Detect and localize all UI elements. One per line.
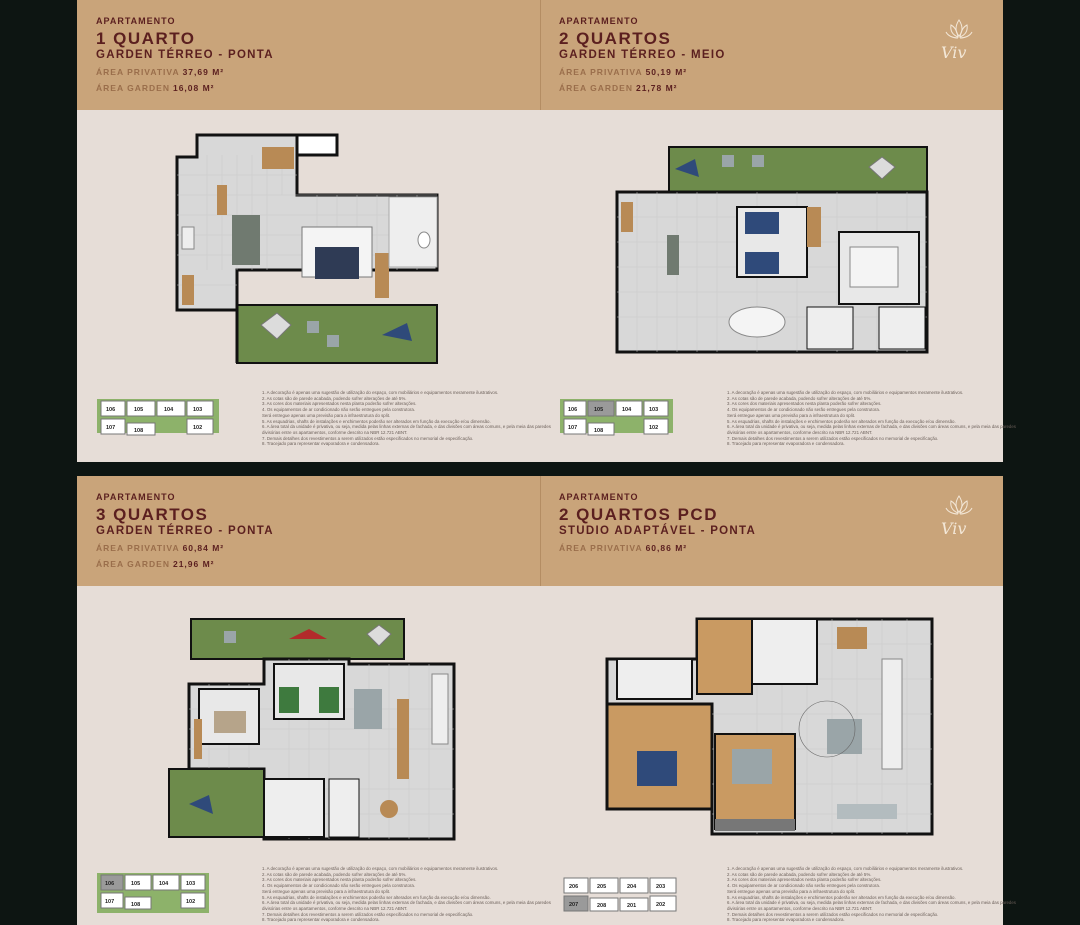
floor-plan-pcd [607, 619, 932, 834]
panel-title: 3 QUARTOS [96, 505, 209, 524]
unit-label: 208 [597, 903, 607, 909]
viv-logo-icon [933, 16, 985, 64]
unit-label: 104 [164, 407, 174, 413]
plan-notes-2: 1. A decoração é apenas uma sugestão de utilização do espaço, com mobiliários e equipamentos meramente ilustrativos. 2. As cotas são de parede acabada, podendo sofrer alterações de até 5%. 3. As cores dos materiais apresentados nesta planta poderão sofrer alterações. 4. Os equipamentos de ar condicionado não serão entregues pela construtora. Será entregue apenas uma previsão para a infraestrutura do split. 5. As esquadrias, shafts de instalações e enchimentos poderão ser alterados em função da execução e/ou dimensão. 6. A área total da unidade é privativa, ou seja, medida pelas linhas externas de fachada, e das divisões com áreas comuns, e pela meia das paredes divisórias entre os apartamentos, conforme descrito na NBR 12.721 ABNT. 7. Demais detalhes dos revestimentos a serem utilizados estão especificados no memorial de especificação. 8. Tracejado para representar evaporadora e condensadora. [727, 390, 1016, 447]
unit-label: 207 [569, 902, 579, 908]
unit-label: 202 [656, 902, 666, 908]
panel-kicker: APARTAMENTO [96, 16, 176, 26]
area-private: ÁREA PRIVATIVA 37,69 M² [96, 67, 225, 77]
floor-plan-2-quartos [617, 147, 927, 352]
panel-header-1 [77, 0, 540, 110]
viv-logo-icon [933, 492, 985, 540]
unit-locator-map-1 [97, 393, 219, 439]
sheet-header [77, 476, 1003, 586]
unit-locator-map-4 [560, 876, 680, 914]
unit-label: 203 [656, 884, 666, 890]
unit-label: 108 [594, 428, 604, 434]
unit-label: 105 [131, 881, 141, 887]
sheet-header [77, 0, 1003, 110]
unit-label: 104 [622, 407, 632, 413]
plan-notes-3: 1. A decoração é apenas uma sugestão de utilização do espaço, com mobiliários e equipamentos meramente ilustrativos. 2. As cotas são de parede acabada, podendo sofrer alterações de até 5%. 3. As cores dos materiais apresentados nesta planta poderão sofrer alterações. 4. Os equipamentos de ar condicionado não serão entregues pela construtora. Será entregue apenas uma previsão para a infraestrutura do split. 5. As esquadrias, shafts de instalações e enchimentos poderão ser alterados em função da execução e/ou dimensão. 6. A área total da unidade é privativa, ou seja, medida pelas linhas externas de fachada, e das divisões com áreas comuns, e pela meia das paredes divisórias entre os apartamentos, conforme descrito na NBR 12.721 ABNT. 7. Demais detalhes dos revestimentos a serem utilizados estão especificados no memorial de especificação. 8. Tracejado para representar evaporadora e condensadora. [262, 866, 551, 923]
brochure-sheet-bottom [77, 476, 1016, 925]
unit-label: 102 [193, 425, 203, 431]
panel-header-3 [77, 476, 540, 586]
unit-label: 204 [627, 884, 637, 890]
area-private: ÁREA PRIVATIVA 50,19 M² [559, 67, 688, 77]
unit-label: 107 [568, 425, 578, 431]
floor-plan-3-quartos [169, 619, 454, 839]
unit-label: 105 [594, 407, 604, 413]
panel-title: 2 QUARTOS [559, 29, 672, 48]
unit-label: 103 [186, 881, 196, 887]
unit-label: 106 [106, 407, 116, 413]
panel-kicker: APARTAMENTO [559, 16, 639, 26]
unit-label: 106 [105, 881, 115, 887]
unit-label: 105 [134, 407, 144, 413]
unit-label: 106 [568, 407, 578, 413]
unit-locator-map-2 [560, 393, 673, 439]
unit-label: 107 [105, 899, 115, 905]
unit-label: 206 [569, 884, 579, 890]
panel-title: 1 QUARTO [96, 29, 196, 48]
panel-subtitle: GARDEN TÉRREO - MEIO [559, 49, 726, 61]
panel-header-2 [540, 0, 1003, 110]
floor-plan-1-quarto [177, 135, 437, 365]
area-garden: ÁREA GARDEN 21,96 M² [96, 559, 215, 569]
panel-subtitle: GARDEN TÉRREO - PONTA [96, 525, 274, 537]
area-garden: ÁREA GARDEN 21,78 M² [559, 83, 678, 93]
area-private: ÁREA PRIVATIVA 60,84 M² [96, 543, 225, 553]
area-garden: ÁREA GARDEN 16,08 M² [96, 83, 215, 93]
unit-label: 103 [193, 407, 203, 413]
plan-notes-1: 1. A decoração é apenas uma sugestão de utilização do espaço, com mobiliários e equipamentos meramente ilustrativos. 2. As cotas são de parede acabada, podendo sofrer alterações de até 5%. 3. As cores dos materiais apresentados nesta planta poderão sofrer alterações. 4. Os equipamentos de ar condicionado não serão entregues pela construtora. Será entregue apenas uma previsão para a infraestrutura do split. 5. As esquadrias, shafts de instalações e enchimentos poderão ser alterados em função da execução e/ou dimensão. 6. A área total da unidade é privativa, ou seja, medida pelas linhas externas de fachada, e das divisões com áreas comuns, e pela meia das paredes divisórias entre os apartamentos, conforme descrito na NBR 12.721 ABNT. 7. Demais detalhes dos revestimentos a serem utilizados estão especificados no memorial de especificação. 8. Tracejado para representar evaporadora e condensadora. [262, 390, 551, 447]
panel-header-4 [540, 476, 1003, 586]
unit-label: 205 [597, 884, 607, 890]
unit-label: 201 [627, 903, 637, 909]
unit-label: 102 [186, 899, 196, 905]
unit-locator-map-3 [97, 871, 209, 915]
unit-label: 108 [134, 428, 144, 434]
unit-label: 103 [649, 407, 659, 413]
panel-subtitle: STUDIO ADAPTÁVEL - PONTA [559, 525, 757, 537]
unit-label: 104 [159, 881, 169, 887]
panel-title: 2 QUARTOS PCD [559, 505, 718, 524]
panel-subtitle: GARDEN TÉRREO - PONTA [96, 49, 274, 61]
panel-kicker: APARTAMENTO [559, 492, 639, 502]
unit-label: 107 [106, 425, 116, 431]
svg-text:Viv: Viv [941, 519, 967, 538]
panel-kicker: APARTAMENTO [96, 492, 176, 502]
plan-notes-4: 1. A decoração é apenas uma sugestão de utilização do espaço, com mobiliários e equipamentos meramente ilustrativos. 2. As cotas são de parede acabada, podendo sofrer alterações de até 5%. 3. As cores dos materiais apresentados nesta planta poderão sofrer alterações. 4. Os equipamentos de ar condicionado não serão entregues pela construtora. Será entregue apenas uma previsão para a infraestrutura do split. 5. As esquadrias, shafts de instalações e enchimentos poderão ser alterados em função da execução e/ou dimensão. 6. A área total da unidade é privativa, ou seja, medida pelas linhas externas de fachada, e das divisões com áreas comuns, e pela meia das paredes divisórias entre os apartamentos, conforme descrito na NBR 12.721 ABNT. 7. Demais detalhes dos revestimentos a serem utilizados estão especificados no memorial de especificação. 8. Tracejado para representar evaporadora e condensadora. [727, 866, 1016, 923]
unit-label: 102 [649, 425, 659, 431]
unit-label: 108 [131, 902, 141, 908]
area-private: ÁREA PRIVATIVA 60,86 M² [559, 543, 688, 553]
brochure-sheet-top [77, 0, 1016, 462]
svg-text:Viv: Viv [941, 43, 967, 62]
